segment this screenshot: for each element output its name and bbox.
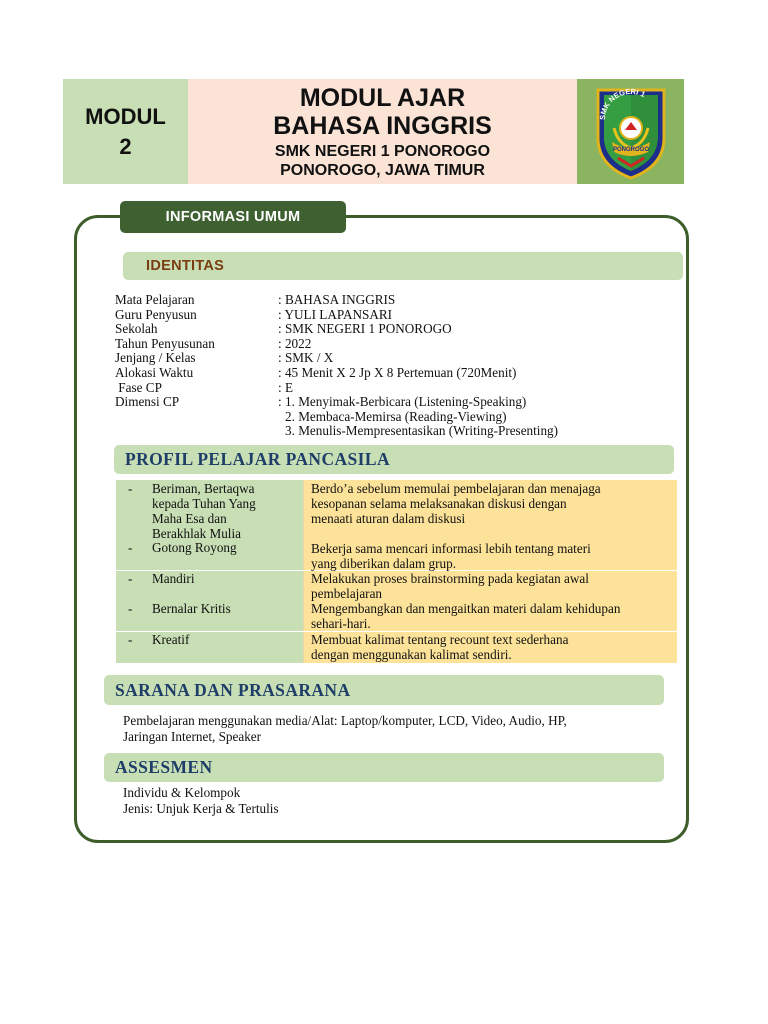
profil-name: Beriman, Bertaqwa (152, 481, 255, 496)
school-city: PONOROGO, JAWA TIMUR (280, 161, 485, 179)
profil-desc: Berdo’a sebelum memulai pembelajaran dan menajaga (311, 481, 601, 496)
profil-name: Kreatif (152, 632, 190, 647)
table-row: - Mandiri - Bernalar Kritis Melakukan proses brainstorming pada kegiatan awal pembelajaran Mengembangkan dan mengaitkan materi dalam kehidupan sehari-hari. (116, 570, 677, 631)
list-item: 3. Menulis-Mempresentasikan (Writing-Presenting) (285, 423, 559, 439)
profil-heading: PROFIL PELAJAR PANCASILA (114, 445, 674, 474)
profil-name: Gotong Royong (152, 540, 237, 555)
module-label: MODUL (85, 103, 166, 129)
profil-desc: Bekerja sama mencari informasi lebih tentang materi (311, 541, 591, 556)
profil-desc: Membuat kalimat tentang recount text sederhana (311, 632, 569, 647)
title-line-1: MODUL AJAR (299, 83, 466, 112)
title-line-2: BAHASA INGGRIS (273, 111, 492, 140)
assesmen-text: Individu & Kelompok Jenis: Unjuk Kerja & Tertulis (123, 785, 279, 816)
module-title-box (188, 79, 577, 184)
list-item: 1. Menyimak-Berbicara (Listening-Speaking) (285, 394, 527, 409)
school-name: SMK NEGERI 1 PONOROGO (274, 142, 491, 160)
module-number-box (63, 79, 188, 184)
list-item: 2. Membaca-Memirsa (Reading-Viewing) (285, 408, 507, 424)
logo-box (577, 79, 684, 184)
school-emblem-icon (588, 82, 674, 182)
informasi-umum-tab: INFORMASI UMUM (120, 201, 346, 233)
sarana-text: Pembelajaran menggunakan media/Alat: Laptop/komputer, LCD, Video, Audio, HP, Jaringan Internet, Speaker (123, 713, 567, 744)
profil-name: Bernalar Kritis (152, 601, 231, 616)
assesmen-heading: ASSESMEN (104, 753, 664, 782)
profil-desc: Melakukan proses brainstorming pada kegiatan awal (311, 571, 589, 586)
table-row: - Kreatif Membuat kalimat tentang recount text sederhana dengan menggunakan kalimat sendiri. (116, 631, 677, 663)
logo-ribbon-text: PONOROGO (612, 146, 649, 153)
module-number: 2 (119, 133, 132, 159)
table-row: - Beriman, Bertaqwa kepada Tuhan Yang Maha Esa dan Berakhlak Mulia - Gotong Royong Berdo’a sebelum memulai pembelajaran dan menajaga kesopanan selama melaksanakan diskusi dengan menaati aturan dalam diskusi Bekerja sama mencari informasi lebih tentang materi yang diberikan dalam grup. (116, 480, 677, 570)
profil-name: Mandiri (152, 571, 195, 586)
profil-table (116, 480, 677, 663)
logo-arc-text: SMK NEGERI 1 (597, 86, 647, 120)
dimensi-label: Dimensi CP (115, 394, 180, 409)
sarana-heading: SARANA DAN PRASARANA (104, 675, 664, 705)
dimensi-items (285, 395, 558, 439)
identitas-heading: IDENTITAS (123, 252, 683, 280)
profil-desc: Mengembangkan dan mengaitkan materi dalam kehidupan (311, 601, 621, 616)
